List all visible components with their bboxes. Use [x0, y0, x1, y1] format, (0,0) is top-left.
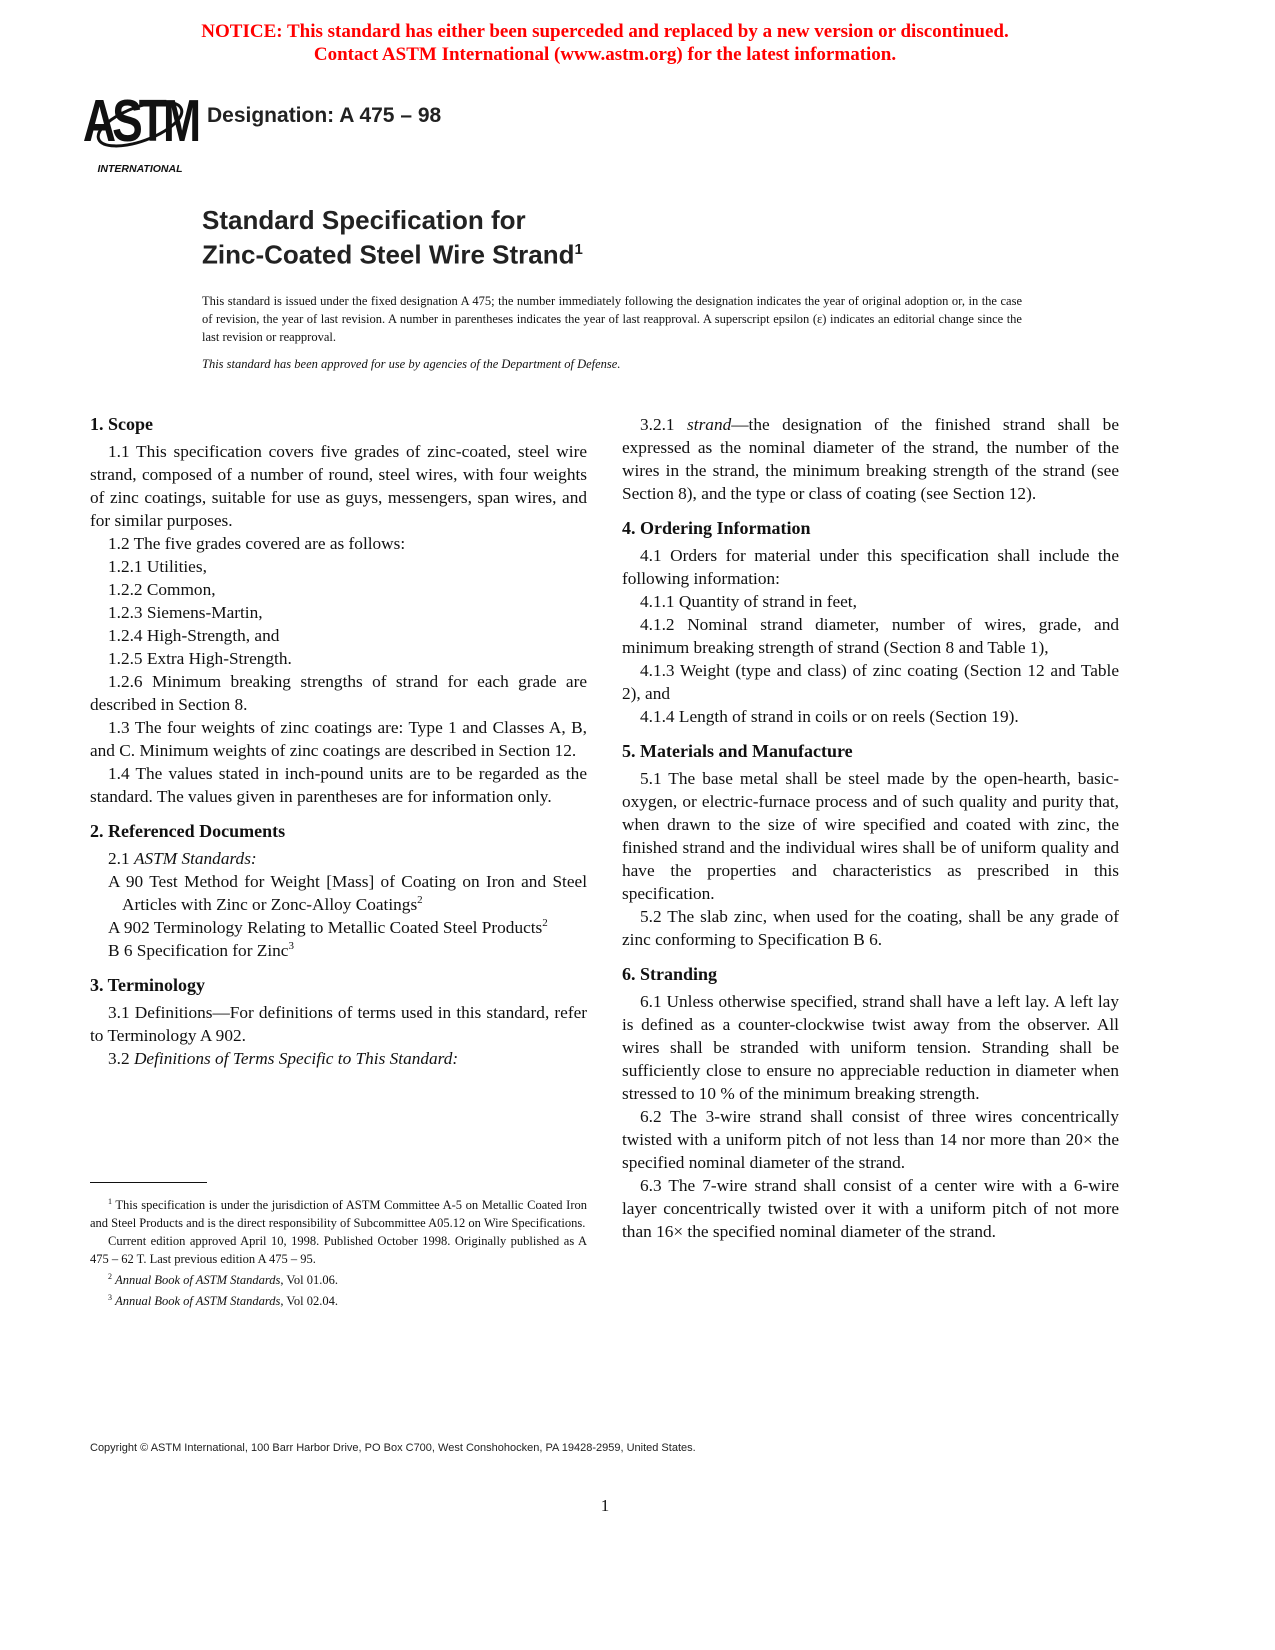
issuance-note: This standard is issued under the fixed designation A 475; the number immediately following the designation indicates the year of original adoption or, in the case of revision, the year of last revision. A number in parentheses indicates the year of last reapproval. A superscript epsilon (ε) indicates an editorial change since the last revision or reapproval. — [202, 294, 1022, 344]
section-heading-scope: 1. Scope — [90, 414, 153, 434]
paragraph-2-1 — [90, 847, 587, 870]
footnote-mark: 1 — [108, 1197, 112, 1206]
footnote-volume: , Vol 01.06. — [280, 1273, 338, 1288]
footnotes — [90, 1193, 587, 1310]
astm-standards-label: ASTM Standards: — [133, 849, 257, 868]
paragraph-5-1: 5.1 The base metal shall be steel made by the open-hearth, basic-oxygen, or electric-furnace process and of such quality and purity that, when drawn to the size of wire specified and coated with zinc, the finished strand and the individual wires shall be of uniform quality and have the properties and characteristics as prescribed in this specification. — [622, 769, 1119, 903]
footnote-ref[interactable]: 2 — [542, 917, 548, 930]
paragraph-5-2: 5.2 The slab zinc, when used for the coating, shall be any grade of zinc conforming to Specification B 6. — [622, 907, 1119, 949]
definitions-label: Definitions of Terms Specific to This Standard: — [133, 1049, 459, 1068]
footnote-divider — [90, 1182, 207, 1183]
section-heading-terminology: 3. Terminology — [90, 975, 206, 995]
grade-item: 1.2.1 Utilities, — [108, 557, 207, 576]
footnote-mark: 2 — [108, 1272, 112, 1282]
title-text: Zinc-Coated Steel Wire Strand — [202, 239, 575, 270]
astm-logo — [82, 84, 198, 176]
paragraph-1-4: 1.4 The values stated in inch-pound units are to be regarded as the standard. The values given in parentheses are for information only. — [90, 764, 587, 806]
reference-a90 — [108, 870, 587, 916]
footnote-mark: 3 — [108, 1293, 112, 1303]
paragraph-3-2-1 — [622, 413, 1119, 505]
svg-text:INTERNATIONAL: INTERNATIONAL — [97, 163, 183, 175]
section-heading-ordering-information: 4. Ordering Information — [622, 518, 811, 538]
footnote-2 — [90, 1268, 587, 1289]
grade-item: 1.2.2 Common, — [108, 580, 216, 599]
paragraph-6-1: 6.1 Unless otherwise specified, strand shall have a left lay. A left lay is defined as a counter-clockwise twist away from the observer. All wires shall be stranded with uniform tension. Stranding shall be sufficiently close to ensure no appreciable reduction in diameter when stressed to 10 % of the minimum breaking strength. — [622, 992, 1119, 1103]
reference-text: A 90 Test Method for Weight [Mass] of Coating on Iron and Steel Articles with Zinc or Zonc-Alloy Coatings — [108, 872, 587, 914]
footnote-1-edition: Current edition approved April 10, 1998. Published October 1998. Originally published as A 475 – 62 T. Last previous edition A 475 – 95. — [90, 1234, 587, 1267]
ordering-item: 4.1.3 Weight (type and class) of zinc coating (Section 12 and Table 2), and — [622, 661, 1119, 703]
footnote-3 — [90, 1289, 587, 1310]
footnote-1 — [90, 1193, 587, 1232]
paragraph-1-1: 1.1 This specification covers five grades of zinc-coated, steel wire strand, composed of a number of round, steel wires, with four weights of zinc coatings, suitable for use as guys, messengers, span wires, and for similar purposes. — [90, 442, 587, 530]
paragraph-number: 2.1 — [108, 849, 130, 868]
svg-text:ASTM: ASTM — [82, 88, 198, 155]
footnote-ref[interactable]: 3 — [288, 940, 294, 953]
notice-line-2: Contact ASTM International (www.astm.org) for the latest information. — [313, 44, 897, 65]
supersede-notice — [0, 20, 1210, 66]
section-heading-stranding: 6. Stranding — [622, 964, 718, 984]
section-heading-referenced-documents: 2. Referenced Documents — [90, 821, 286, 841]
title-line-1: Standard Specification for — [202, 205, 526, 235]
title-line-2 — [202, 235, 583, 270]
page-number: 1 — [600, 1496, 610, 1515]
grade-item: 1.2.3 Siemens-Martin, — [108, 603, 263, 622]
paragraph-3-1: 3.1 Definitions—For definitions of terms used in this standard, refer to Terminology A 902. — [90, 1003, 587, 1045]
notice-line-1: NOTICE: This standard has either been superceded and replaced by a new version or discontinued. — [201, 21, 1009, 42]
designation: Designation: A 475 – 98 — [207, 104, 442, 127]
ordering-item: 4.1.2 Nominal strand diameter, number of wires, grade, and minimum breaking strength of strand (Section 8 and Table 1), — [622, 615, 1119, 657]
copyright-notice: Copyright © ASTM International, 100 Barr Harbor Drive, PO Box C700, West Conshohocken, PA 19428-2959, United States. — [90, 1442, 696, 1454]
left-column — [90, 413, 587, 1070]
paragraph-1-2-6: 1.2.6 Minimum breaking strengths of strand for each grade are described in Section 8. — [90, 672, 587, 714]
paragraph-6-3: 6.3 The 7-wire strand shall consist of a center wire with a 6-wire layer concentrically twisted over it with a uniform pitch of not more than 16× the specified nominal diameter of the strand. — [622, 1176, 1119, 1241]
footnote-text: This specification is under the jurisdiction of ASTM Committee A-5 on Metallic Coated Iron and Steel Products and is the direct responsibility of Subcommittee A05.12 on Wire Specifications. — [90, 1198, 587, 1231]
paragraph-1-2: 1.2 The five grades covered are as follows: — [108, 534, 406, 553]
document-title — [202, 206, 583, 270]
grade-item: 1.2.5 Extra High-Strength. — [108, 649, 292, 668]
footnote-ref[interactable]: 2 — [417, 894, 423, 907]
footnote-volume: , Vol 02.04. — [280, 1294, 338, 1309]
ordering-item: 4.1.4 Length of strand in coils or on reels (Section 19). — [640, 707, 1019, 726]
reference-text: A 902 Terminology Relating to Metallic Coated Steel Products — [108, 918, 543, 937]
dod-approval-note: This standard has been approved for use by agencies of the Department of Defense. — [202, 357, 621, 371]
paragraph-4-1: 4.1 Orders for material under this specification shall include the following information: — [622, 546, 1119, 588]
paragraph-number: 3.2 — [108, 1049, 130, 1068]
title-footnote-ref[interactable]: 1 — [574, 241, 583, 258]
paragraph-number: 3.2.1 — [640, 415, 675, 434]
footnote-book-title: Annual Book of ASTM Standards — [115, 1294, 281, 1309]
paragraph-1-3: 1.3 The four weights of zinc coatings are: Type 1 and Classes A, B, and C. Minimum weights of zinc coatings are described in Section 12. — [90, 718, 587, 760]
reference-b6 — [108, 939, 587, 962]
defined-term: strand — [687, 415, 732, 434]
footnote-book-title: Annual Book of ASTM Standards — [115, 1273, 281, 1288]
right-column — [622, 413, 1119, 1243]
ordering-item: 4.1.1 Quantity of strand in feet, — [640, 592, 857, 611]
reference-text: B 6 Specification for Zinc — [108, 941, 289, 960]
grade-item: 1.2.4 High-Strength, and — [108, 626, 280, 645]
definition-text: —the designation of the finished strand shall be expressed as the nominal diameter of the strand, the number of the wires in the strand, the minimum breaking strength of the strand (see Section 8), and the type or class of coating (see Section 12). — [622, 415, 1119, 503]
section-heading-materials: 5. Materials and Manufacture — [622, 741, 853, 761]
paragraph-6-2: 6.2 The 3-wire strand shall consist of three wires concentrically twisted with a uniform pitch of not less than 14 nor more than 20× the specified nominal diameter of the strand. — [622, 1107, 1119, 1172]
paragraph-3-2 — [90, 1047, 587, 1070]
reference-a902 — [108, 916, 587, 939]
